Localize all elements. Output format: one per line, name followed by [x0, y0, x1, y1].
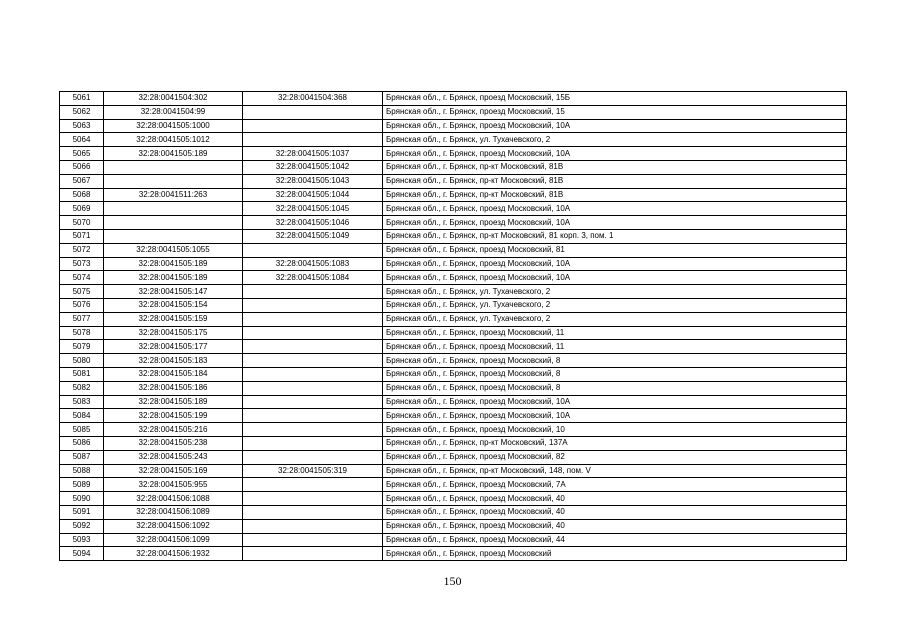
row-number-cell: 5091 — [60, 505, 104, 519]
table-row — [60, 285, 847, 299]
address-cell: Брянская обл., г. Брянск, проезд Московский, 10А — [383, 395, 847, 409]
address-cell: Брянская обл., г. Брянск, проезд Московский, 10А — [383, 257, 847, 271]
related-cadastral-number-cell: 32:28:0041505:1042 — [243, 160, 383, 174]
table-row — [60, 464, 847, 478]
cadastral-number-cell: 32:28:0041506:1932 — [104, 547, 243, 561]
table-body — [60, 92, 847, 561]
row-number-cell: 5080 — [60, 354, 104, 368]
row-number-cell: 5076 — [60, 298, 104, 312]
cadastral-number-cell — [104, 174, 243, 188]
cadastral-number-cell: 32:28:0041505:189 — [104, 271, 243, 285]
table-row — [60, 105, 847, 119]
address-cell: Брянская обл., г. Брянск, ул. Тухачевского, 2 — [383, 133, 847, 147]
table-row — [60, 243, 847, 257]
table-row — [60, 174, 847, 188]
cadastral-number-cell: 32:28:0041505:184 — [104, 367, 243, 381]
table-row — [60, 216, 847, 230]
related-cadastral-number-cell — [243, 340, 383, 354]
related-cadastral-number-cell — [243, 243, 383, 257]
address-cell: Брянская обл., г. Брянск, пр-кт Московский, 81В — [383, 160, 847, 174]
cadastral-number-cell — [104, 216, 243, 230]
cadastral-number-cell — [104, 202, 243, 216]
address-cell: Брянская обл., г. Брянск, проезд Московский, 40 — [383, 519, 847, 533]
address-cell: Брянская обл., г. Брянск, проезд Московский, 10А — [383, 147, 847, 161]
row-number-cell: 5079 — [60, 340, 104, 354]
related-cadastral-number-cell — [243, 312, 383, 326]
cadastral-number-cell: 32:28:0041505:189 — [104, 257, 243, 271]
table-row — [60, 160, 847, 174]
table-row — [60, 395, 847, 409]
address-cell: Брянская обл., г. Брянск, проезд Московский, 10 — [383, 423, 847, 437]
table-row — [60, 354, 847, 368]
cadastral-number-cell: 32:28:0041505:1000 — [104, 119, 243, 133]
row-number-cell: 5081 — [60, 367, 104, 381]
related-cadastral-number-cell — [243, 533, 383, 547]
cadastral-number-cell: 32:28:0041505:216 — [104, 423, 243, 437]
related-cadastral-number-cell — [243, 298, 383, 312]
cadastral-number-cell: 32:28:0041505:189 — [104, 395, 243, 409]
related-cadastral-number-cell — [243, 119, 383, 133]
related-cadastral-number-cell — [243, 505, 383, 519]
address-cell: Брянская обл., г. Брянск, проезд Московский, 10А — [383, 216, 847, 230]
related-cadastral-number-cell — [243, 354, 383, 368]
table-row — [60, 312, 847, 326]
cadastral-number-cell: 32:28:0041504:99 — [104, 105, 243, 119]
row-number-cell: 5073 — [60, 257, 104, 271]
address-cell: Брянская обл., г. Брянск, пр-кт Московский, 81В — [383, 188, 847, 202]
row-number-cell: 5074 — [60, 271, 104, 285]
table-row — [60, 492, 847, 506]
row-number-cell: 5071 — [60, 229, 104, 243]
cadastral-number-cell: 32:28:0041505:189 — [104, 147, 243, 161]
address-cell: Брянская обл., г. Брянск, пр-кт Московский, 81В — [383, 174, 847, 188]
row-number-cell: 5078 — [60, 326, 104, 340]
address-cell: Брянская обл., г. Брянск, проезд Московский, 40 — [383, 505, 847, 519]
related-cadastral-number-cell: 32:28:0041505:1046 — [243, 216, 383, 230]
cadastral-number-cell: 32:28:0041506:1092 — [104, 519, 243, 533]
cadastral-number-cell: 32:28:0041506:1089 — [104, 505, 243, 519]
table-row — [60, 423, 847, 437]
cadastral-number-cell: 32:28:0041505:186 — [104, 381, 243, 395]
cadastral-number-cell: 32:28:0041511:263 — [104, 188, 243, 202]
row-number-cell: 5090 — [60, 492, 104, 506]
related-cadastral-number-cell: 32:28:0041505:1044 — [243, 188, 383, 202]
address-cell: Брянская обл., г. Брянск, ул. Тухачевского, 2 — [383, 298, 847, 312]
cadastral-number-cell: 32:28:0041505:159 — [104, 312, 243, 326]
row-number-cell: 5061 — [60, 92, 104, 106]
row-number-cell: 5075 — [60, 285, 104, 299]
address-cell: Брянская обл., г. Брянск, проезд Московский — [383, 547, 847, 561]
related-cadastral-number-cell — [243, 381, 383, 395]
address-cell: Брянская обл., г. Брянск, пр-кт Московский, 81 корп. 3, пом. 1 — [383, 229, 847, 243]
related-cadastral-number-cell: 32:28:0041505:1043 — [243, 174, 383, 188]
related-cadastral-number-cell: 32:28:0041505:319 — [243, 464, 383, 478]
cadastral-number-cell: 32:28:0041505:175 — [104, 326, 243, 340]
table-row — [60, 147, 847, 161]
address-cell: Брянская обл., г. Брянск, проезд Московский, 10А — [383, 271, 847, 285]
cadastral-number-cell: 32:28:0041505:1055 — [104, 243, 243, 257]
address-cell: Брянская обл., г. Брянск, проезд Московский, 44 — [383, 533, 847, 547]
related-cadastral-number-cell — [243, 367, 383, 381]
table-row — [60, 229, 847, 243]
row-number-cell: 5066 — [60, 160, 104, 174]
table-row — [60, 478, 847, 492]
row-number-cell: 5083 — [60, 395, 104, 409]
page-number: 150 — [443, 574, 462, 588]
related-cadastral-number-cell — [243, 478, 383, 492]
related-cadastral-number-cell — [243, 519, 383, 533]
table-row — [60, 202, 847, 216]
table-row — [60, 367, 847, 381]
cadastral-number-cell: 32:28:0041505:199 — [104, 409, 243, 423]
related-cadastral-number-cell — [243, 326, 383, 340]
table-row — [60, 409, 847, 423]
row-number-cell: 5068 — [60, 188, 104, 202]
address-cell: Брянская обл., г. Брянск, проезд Московский, 10А — [383, 202, 847, 216]
address-cell: Брянская обл., г. Брянск, пр-кт Московский, 148, пом. V — [383, 464, 847, 478]
address-cell: Брянская обл., г. Брянск, проезд Московский, 11 — [383, 340, 847, 354]
row-number-cell: 5069 — [60, 202, 104, 216]
cadastral-number-cell: 32:28:0041505:154 — [104, 298, 243, 312]
address-cell: Брянская обл., г. Брянск, ул. Тухачевского, 2 — [383, 312, 847, 326]
row-number-cell: 5084 — [60, 409, 104, 423]
cadastral-number-cell: 32:28:0041505:238 — [104, 436, 243, 450]
related-cadastral-number-cell: 32:28:0041505:1045 — [243, 202, 383, 216]
row-number-cell: 5062 — [60, 105, 104, 119]
table-row — [60, 436, 847, 450]
table-row — [60, 298, 847, 312]
address-cell: Брянская обл., г. Брянск, проезд Московский, 15 — [383, 105, 847, 119]
table-row — [60, 340, 847, 354]
related-cadastral-number-cell: 32:28:0041505:1037 — [243, 147, 383, 161]
address-cell: Брянская обл., г. Брянск, проезд Московский, 82 — [383, 450, 847, 464]
address-cell: Брянская обл., г. Брянск, проезд Московский, 8 — [383, 354, 847, 368]
related-cadastral-number-cell — [243, 423, 383, 437]
table-row — [60, 92, 847, 106]
row-number-cell: 5072 — [60, 243, 104, 257]
table-row — [60, 257, 847, 271]
address-cell: Брянская обл., г. Брянск, проезд Московский, 7А — [383, 478, 847, 492]
address-cell: Брянская обл., г. Брянск, проезд Московский, 8 — [383, 367, 847, 381]
address-cell: Брянская обл., г. Брянск, пр-кт Московский, 137А — [383, 436, 847, 450]
related-cadastral-number-cell — [243, 450, 383, 464]
related-cadastral-number-cell: 32:28:0041505:1083 — [243, 257, 383, 271]
cadastral-number-cell: 32:28:0041505:147 — [104, 285, 243, 299]
related-cadastral-number-cell — [243, 133, 383, 147]
cadastral-number-cell: 32:28:0041505:183 — [104, 354, 243, 368]
related-cadastral-number-cell — [243, 436, 383, 450]
address-cell: Брянская обл., г. Брянск, проезд Московский, 10А — [383, 119, 847, 133]
related-cadastral-number-cell: 32:28:0041504:368 — [243, 92, 383, 106]
cadastral-number-cell: 32:28:0041506:1099 — [104, 533, 243, 547]
row-number-cell: 5064 — [60, 133, 104, 147]
address-cell: Брянская обл., г. Брянск, проезд Московский, 10А — [383, 409, 847, 423]
cadastral-number-cell: 32:28:0041504:302 — [104, 92, 243, 106]
table-row — [60, 119, 847, 133]
table-row — [60, 326, 847, 340]
row-number-cell: 5077 — [60, 312, 104, 326]
row-number-cell: 5093 — [60, 533, 104, 547]
address-cell: Брянская обл., г. Брянск, ул. Тухачевского, 2 — [383, 285, 847, 299]
cadastral-number-cell: 32:28:0041505:955 — [104, 478, 243, 492]
related-cadastral-number-cell — [243, 395, 383, 409]
related-cadastral-number-cell: 32:28:0041505:1049 — [243, 229, 383, 243]
row-number-cell: 5087 — [60, 450, 104, 464]
related-cadastral-number-cell: 32:28:0041505:1084 — [243, 271, 383, 285]
row-number-cell: 5067 — [60, 174, 104, 188]
address-cell: Брянская обл., г. Брянск, проезд Московский, 15Б — [383, 92, 847, 106]
table-row — [60, 450, 847, 464]
address-cell: Брянская обл., г. Брянск, проезд Московский, 11 — [383, 326, 847, 340]
table-row — [60, 505, 847, 519]
row-number-cell: 5094 — [60, 547, 104, 561]
address-cell: Брянская обл., г. Брянск, проезд Московский, 8 — [383, 381, 847, 395]
row-number-cell: 5065 — [60, 147, 104, 161]
row-number-cell: 5063 — [60, 119, 104, 133]
table-row — [60, 381, 847, 395]
related-cadastral-number-cell — [243, 492, 383, 506]
cadastral-table — [59, 91, 847, 561]
cadastral-number-cell: 32:28:0041505:243 — [104, 450, 243, 464]
table-row — [60, 547, 847, 561]
row-number-cell: 5088 — [60, 464, 104, 478]
row-number-cell: 5082 — [60, 381, 104, 395]
related-cadastral-number-cell — [243, 285, 383, 299]
row-number-cell: 5089 — [60, 478, 104, 492]
table-row — [60, 533, 847, 547]
table-row — [60, 519, 847, 533]
cadastral-number-cell: 32:28:0041505:1012 — [104, 133, 243, 147]
related-cadastral-number-cell — [243, 105, 383, 119]
cadastral-number-cell — [104, 160, 243, 174]
cadastral-number-cell: 32:28:0041505:169 — [104, 464, 243, 478]
cadastral-number-cell — [104, 229, 243, 243]
row-number-cell: 5086 — [60, 436, 104, 450]
table-row — [60, 188, 847, 202]
address-cell: Брянская обл., г. Брянск, проезд Московский, 40 — [383, 492, 847, 506]
row-number-cell: 5070 — [60, 216, 104, 230]
related-cadastral-number-cell — [243, 409, 383, 423]
row-number-cell: 5085 — [60, 423, 104, 437]
related-cadastral-number-cell — [243, 547, 383, 561]
table-row — [60, 271, 847, 285]
address-cell: Брянская обл., г. Брянск, проезд Московский, 81 — [383, 243, 847, 257]
cadastral-number-cell: 32:28:0041506:1088 — [104, 492, 243, 506]
table-row — [60, 133, 847, 147]
cadastral-number-cell: 32:28:0041505:177 — [104, 340, 243, 354]
row-number-cell: 5092 — [60, 519, 104, 533]
